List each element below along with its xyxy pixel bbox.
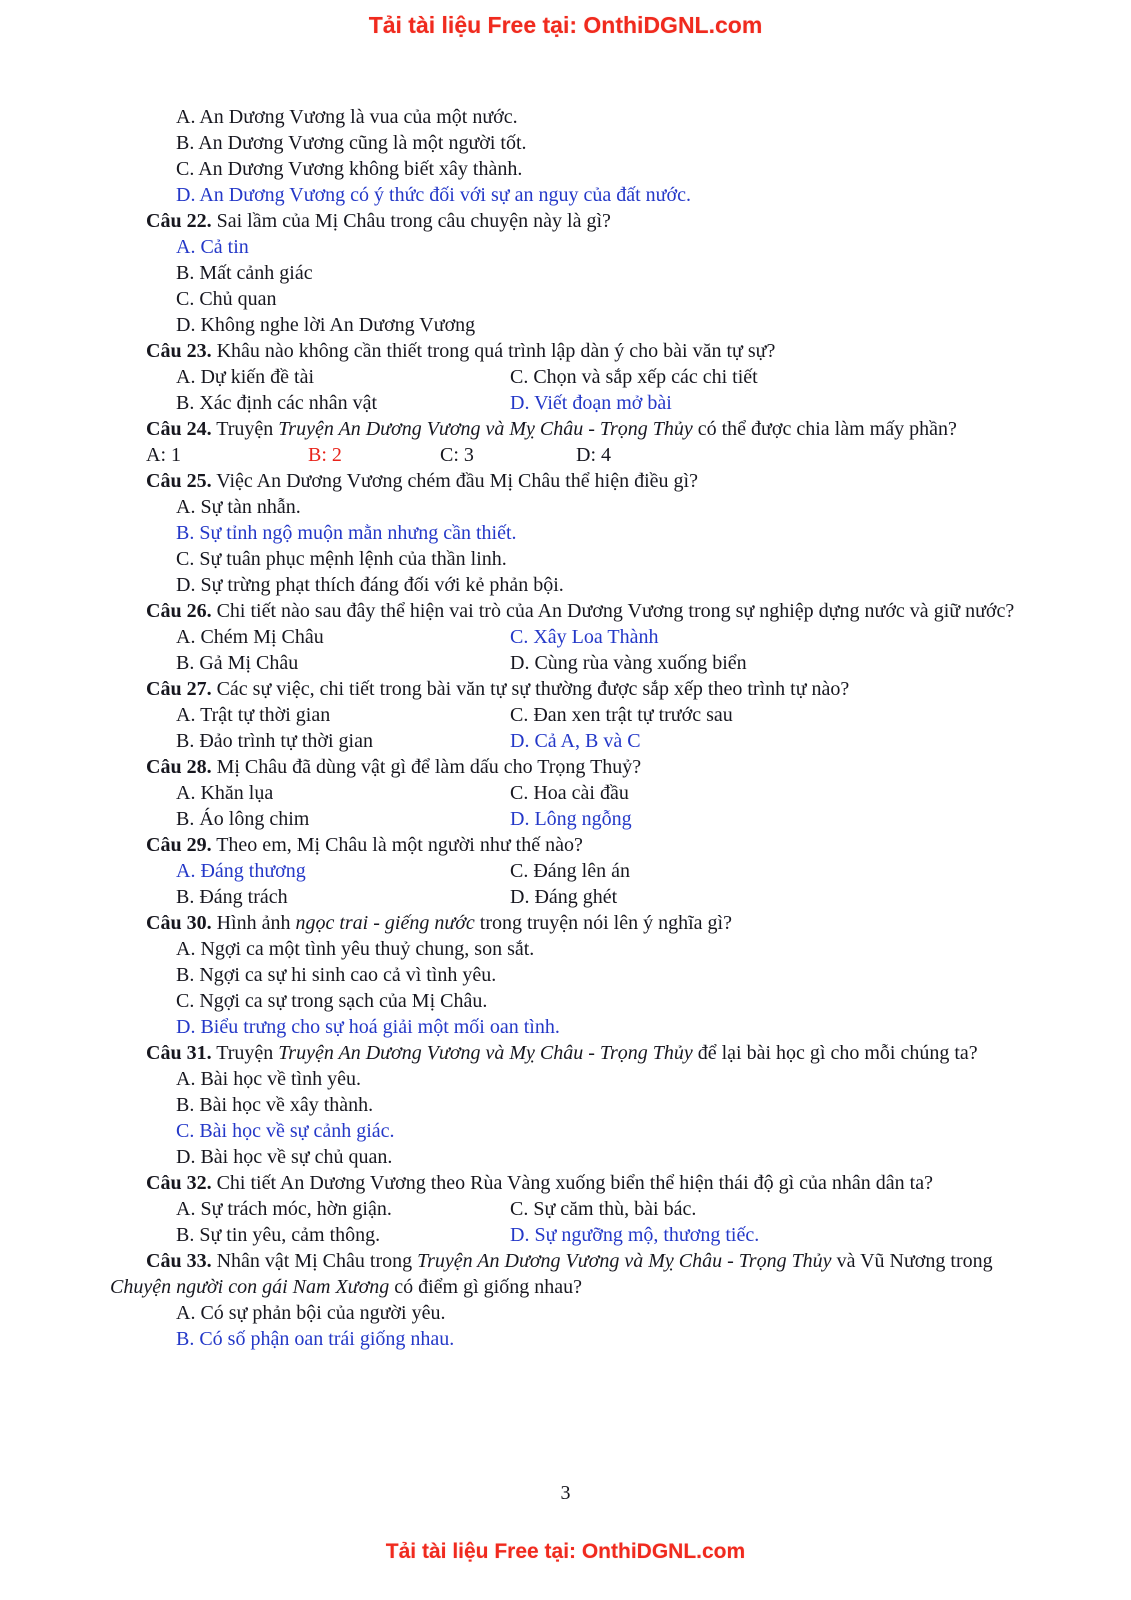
question-number: Câu 30. (146, 912, 212, 934)
answer-line (110, 260, 1022, 286)
text-segment: A. Dự kiến đề tài (176, 366, 315, 388)
question-line (110, 1248, 1022, 1300)
answer-line (110, 494, 1022, 520)
answer-line (110, 1014, 1022, 1040)
option-cell (510, 780, 1022, 806)
answer-pair-row (110, 858, 1022, 884)
option-cell (510, 364, 1022, 390)
text-segment: Chi tiết nào sau đây thể hiện vai trò của An Dương Vương trong sự nghiệp dựng nước và giữ nước? (211, 600, 1015, 622)
answer-line (110, 312, 1022, 338)
text-segment: có thể được chia làm mấy phần? (692, 418, 957, 440)
answer-line (110, 234, 1022, 260)
answer-pair-row (110, 728, 1022, 754)
marked-answer-text: B: 2 (308, 444, 342, 466)
question-line (110, 1170, 1022, 1196)
text-segment: C. Sự tuân phục mệnh lệnh của thần linh. (176, 548, 507, 570)
text-segment: C. Chủ quan (176, 288, 277, 310)
option-cell (440, 442, 576, 468)
text-segment: D: 4 (576, 444, 611, 466)
answer-line (110, 1118, 1022, 1144)
correct-answer-text: D. Lông ngỗng (510, 808, 632, 830)
answer-line (110, 104, 1022, 130)
option-cell (510, 884, 1022, 910)
text-segment: B. Gả Mị Châu (176, 652, 299, 674)
question-line (110, 910, 1022, 936)
footer-brand-text: Tải tài liệu Free tại: OnthiDGNL.com (385, 1540, 746, 1563)
text-segment: D. Sự trừng phạt thích đáng đối với kẻ phản bội. (176, 574, 564, 596)
option-cell (176, 806, 510, 832)
text-segment: B. Mất cảnh giác (176, 262, 313, 284)
question-line (110, 338, 1022, 364)
answer-line (110, 962, 1022, 988)
text-segment: A. Sự tàn nhẫn. (176, 496, 301, 518)
text-segment: C. An Dương Vương không biết xây thành. (176, 158, 523, 180)
text-segment: ngọc trai - giếng nước (295, 912, 475, 934)
option-cell (176, 364, 510, 390)
question-line (110, 598, 1022, 624)
question-line (110, 468, 1022, 494)
question-number: Câu 32. (146, 1172, 212, 1194)
question-number: Câu 28. (146, 756, 212, 778)
option-cell (510, 650, 1022, 676)
text-segment: Chuyện người con gái Nam Xương (110, 1276, 390, 1298)
text-segment: A. Ngợi ca một tình yêu thuỷ chung, son sắt. (176, 938, 535, 960)
question-number: Câu 29. (146, 834, 212, 856)
text-segment: C. Đáng lên án (510, 860, 630, 882)
option-cell (576, 442, 1022, 468)
text-segment: Theo em, Mị Châu là một người như thế nào? (211, 834, 583, 856)
question-line (110, 754, 1022, 780)
option-cell (510, 1222, 1022, 1248)
answer-line (110, 286, 1022, 312)
text-segment: Truyện An Dương Vương và Mỵ Châu - Trọng Thủy (278, 418, 693, 440)
question-line (110, 416, 1022, 442)
option-cell (510, 1196, 1022, 1222)
question-number: Câu 25. (146, 470, 212, 492)
text-segment: và Vũ Nương trong (831, 1250, 993, 1272)
answer-line (110, 156, 1022, 182)
answer-pair-row (110, 1222, 1022, 1248)
option-cell (176, 1222, 510, 1248)
correct-answer-text: A. Đáng thương (176, 860, 306, 882)
answer-line (110, 1300, 1022, 1326)
question-line (110, 676, 1022, 702)
option-cell (308, 442, 440, 468)
answer-pair-row (110, 884, 1022, 910)
text-segment: B. Áo lông chim (176, 808, 310, 830)
text-segment: Hình ảnh (211, 912, 296, 934)
question-number: Câu 24. (146, 418, 212, 440)
answer-pair-row (110, 806, 1022, 832)
answer-pair-row (110, 624, 1022, 650)
text-segment: C. Chọn và sắp xếp các chi tiết (510, 366, 758, 388)
answer-pair-row (110, 650, 1022, 676)
text-segment: D. Đáng ghét (510, 886, 618, 908)
question-line (110, 1040, 1022, 1066)
text-segment: Truyện An Dương Vương và Mỵ Châu - Trọng Thủy (417, 1250, 832, 1272)
correct-answer-text: D. An Dương Vương có ý thức đối với sự an nguy của đất nước. (176, 184, 691, 206)
answer-line (110, 1144, 1022, 1170)
option-cell (176, 390, 510, 416)
text-segment: Nhân vật Mị Châu trong (211, 1250, 418, 1272)
answer-line (110, 936, 1022, 962)
document-body (110, 104, 1022, 1352)
option-cell (176, 624, 510, 650)
text-segment: A. Chém Mị Châu (176, 626, 324, 648)
text-segment: A. Có sự phản bội của người yêu. (176, 1302, 446, 1324)
text-segment: C. Ngợi ca sự trong sạch của Mị Châu. (176, 990, 488, 1012)
footer-page-number: 3 (560, 1482, 571, 1504)
question-number: Câu 31. (146, 1042, 212, 1064)
correct-answer-text: D. Biểu trưng cho sự hoá giải một mối oan tình. (176, 1016, 560, 1038)
text-segment: D. Không nghe lời An Dương Vương (176, 314, 476, 336)
header-banner (0, 12, 1131, 39)
answer-line (110, 546, 1022, 572)
option-cell (176, 858, 510, 884)
options-row (110, 442, 1022, 468)
answer-line (110, 1066, 1022, 1092)
answer-pair-row (110, 780, 1022, 806)
text-segment: Khâu nào không cần thiết trong quá trình lập dàn ý cho bài văn tự sự? (211, 340, 776, 362)
text-segment: B. Đáng trách (176, 886, 288, 908)
correct-answer-text: C. Bài học về sự cảnh giác. (176, 1120, 395, 1142)
option-cell (176, 884, 510, 910)
text-segment: D. Cùng rùa vàng xuống biển (510, 652, 747, 674)
question-number: Câu 33. (146, 1250, 212, 1272)
option-cell (176, 650, 510, 676)
answer-line (110, 130, 1022, 156)
answer-line (110, 1326, 1022, 1352)
answer-line (110, 520, 1022, 546)
text-segment: B. An Dương Vương cũng là một người tốt. (176, 132, 527, 154)
answer-line (110, 572, 1022, 598)
answer-line (110, 988, 1022, 1014)
correct-answer-text: D. Cả A, B và C (510, 730, 641, 752)
correct-answer-text: C. Xây Loa Thành (510, 626, 659, 648)
text-segment: Chi tiết An Dương Vương theo Rùa Vàng xuống biển thể hiện thái độ gì của nhân dân ta? (211, 1172, 933, 1194)
text-segment: C: 3 (440, 444, 474, 466)
text-segment: D. Bài học về sự chủ quan. (176, 1146, 393, 1168)
text-segment: trong truyện nói lên ý nghĩa gì? (474, 912, 732, 934)
correct-answer-text: D. Viết đoạn mở bài (510, 392, 672, 414)
correct-answer-text: D. Sự ngưỡng mộ, thương tiếc. (510, 1224, 760, 1246)
text-segment: A. Khăn lụa (176, 782, 274, 804)
answer-pair-row (110, 390, 1022, 416)
text-segment: Truyện An Dương Vương và Mỵ Châu - Trọng Thủy (278, 1042, 693, 1064)
answer-line (110, 182, 1022, 208)
option-cell (510, 624, 1022, 650)
option-cell (510, 806, 1022, 832)
correct-answer-text: A. Cả tin (176, 236, 249, 258)
text-segment: Việc An Dương Vương chém đầu Mị Châu thể hiện điều gì? (211, 470, 698, 492)
text-segment: A. Bài học về tình yêu. (176, 1068, 361, 1090)
text-segment: C. Đan xen trật tự trước sau (510, 704, 733, 726)
text-segment: có điểm gì giống nhau? (389, 1276, 582, 1298)
answer-line (110, 1092, 1022, 1118)
text-segment: B. Xác định các nhân vật (176, 392, 378, 414)
question-number: Câu 23. (146, 340, 212, 362)
text-segment: để lại bài học gì cho mỗi chúng ta? (692, 1042, 978, 1064)
text-segment: Sai lầm của Mị Châu trong câu chuyện này là gì? (211, 210, 611, 232)
text-segment: B. Sự tin yêu, cảm thông. (176, 1224, 381, 1246)
text-segment: A: 1 (146, 444, 181, 466)
correct-answer-text: B. Có số phận oan trái giống nhau. (176, 1328, 455, 1350)
text-segment: Truyện (211, 418, 279, 440)
text-segment: B. Bài học về xây thành. (176, 1094, 374, 1116)
question-number: Câu 26. (146, 600, 212, 622)
question-line (110, 832, 1022, 858)
option-cell (176, 702, 510, 728)
header-brand-text: Tải tài liệu Free tại: OnthiDGNL.com (368, 12, 763, 38)
option-cell (176, 780, 510, 806)
text-segment: A. Trật tự thời gian (176, 704, 331, 726)
question-number: Câu 22. (146, 210, 212, 232)
question-number: Câu 27. (146, 678, 212, 700)
text-segment: C. Hoa cài đầu (510, 782, 629, 804)
question-line (110, 208, 1022, 234)
option-cell (510, 728, 1022, 754)
answer-pair-row (110, 702, 1022, 728)
text-segment: A. Sự trách móc, hờn giận. (176, 1198, 392, 1220)
answer-pair-row (110, 364, 1022, 390)
answer-pair-row (110, 1196, 1022, 1222)
footer-banner (0, 1540, 1131, 1564)
correct-answer-text: B. Sự tỉnh ngộ muộn mằn nhưng cần thiết. (176, 522, 517, 544)
option-cell (510, 390, 1022, 416)
text-segment: B. Đảo trình tự thời gian (176, 730, 373, 752)
option-cell (176, 1196, 510, 1222)
text-segment: B. Ngợi ca sự hi sinh cao cả vì tình yêu. (176, 964, 497, 986)
option-cell (176, 728, 510, 754)
text-segment: Các sự việc, chi tiết trong bài văn tự sự thường được sắp xếp theo trình tự nào? (211, 678, 850, 700)
option-cell (510, 702, 1022, 728)
text-segment: C. Sự căm thù, bài bác. (510, 1198, 697, 1220)
text-segment: Truyện (211, 1042, 279, 1064)
option-cell (146, 442, 308, 468)
text-segment: A. An Dương Vương là vua của một nước. (176, 106, 518, 128)
option-cell (510, 858, 1022, 884)
text-segment: Mị Châu đã dùng vật gì để làm dấu cho Trọng Thuỷ? (211, 756, 642, 778)
